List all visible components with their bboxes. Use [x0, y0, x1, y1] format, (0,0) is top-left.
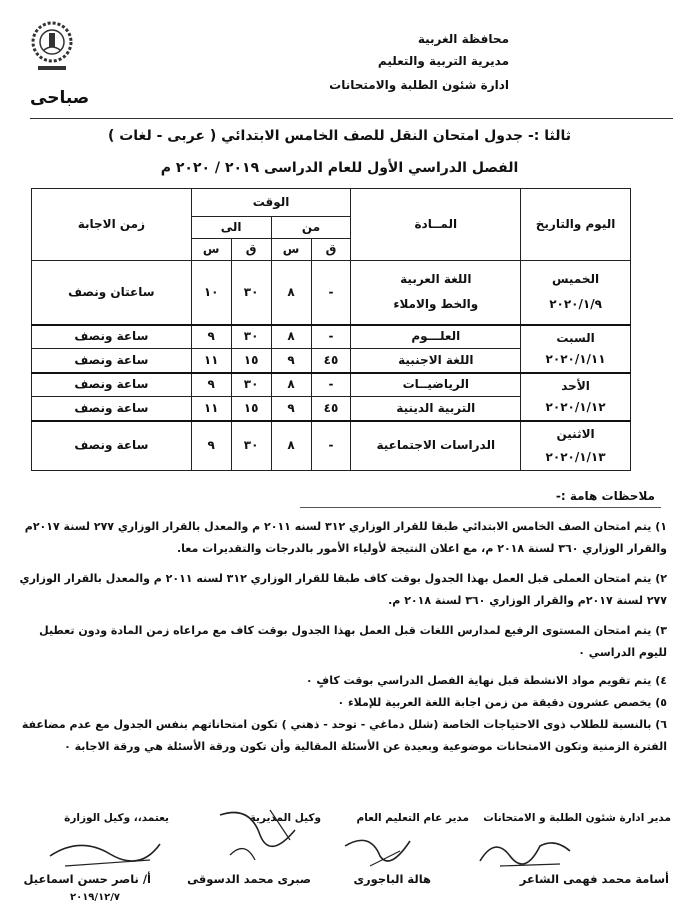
- day-date: ٢٠٢٠/١/٩: [549, 297, 602, 312]
- day-date: ٢٠٢٠/١/١١: [545, 351, 606, 366]
- signature-3-scribble: [200, 800, 310, 870]
- to-hours: ٩: [191, 325, 231, 349]
- to-minutes: ٣٠: [231, 261, 271, 325]
- note-item-2: ٢) يتم امتحان العملى قبل العمل بهذا الجدول بوقت كاف طبقا للقرار الوزاري ٣١٢ لسنه ٢٠١١ م والمعدل بالقرار الوزاري ٢٧٧ لسنة ٢٠١٧م والقرار الوزاري ٣٦٠ لسنة ٢٠١٨ م.: [19, 572, 667, 607]
- to-minutes: ١٥: [231, 349, 271, 373]
- note-item-6: ٦) بالنسبة للطلاب ذوى الاحتياجات الخاصة (شلل دماغي - توحد - ذهني ) تكون امتحاناتهم بنفس الجدول مع عدم مضاعفة الفترة الزمنية وتكون الامتحانات موضوعية وبعيدة عن الأسئلة المقالية وأن تكون ورقة الأسئلة هي ورقة الاجابة ٠: [21, 718, 667, 753]
- from-hours: ٨: [271, 261, 311, 325]
- to-hours: ١٠: [191, 261, 231, 325]
- header-time: الوقت: [191, 189, 351, 217]
- signature-3-name: صبرى محمد الدسوقى: [187, 872, 311, 886]
- table-row: [32, 373, 631, 397]
- day-cell: [521, 421, 631, 471]
- signature-4-title: يعتمد،، وكيل الوزارة: [64, 812, 169, 824]
- subject-name: اللغة العربية: [400, 272, 472, 287]
- signature-4-scribble: [40, 826, 170, 876]
- from-hours: ٩: [271, 349, 311, 373]
- to-hours: ١١: [191, 349, 231, 373]
- signature-1-name: أسامة محمد فهمى الشاعر: [519, 872, 669, 886]
- to-hours: ٩: [191, 421, 231, 471]
- day-cell: [521, 325, 631, 373]
- page-title: ثالثا :- جدول امتحان النقل للصف الخامس الابتدائي ( عربى - لغات ): [107, 128, 572, 144]
- day-name: الأحد: [561, 378, 590, 393]
- subject-cell: العلـــوم: [351, 325, 521, 349]
- subject-name-line2: والخط والاملاء: [393, 297, 479, 312]
- term-title: الفصل الدراسي الأول للعام الدراسى ٢٠١٩ / ٢٠٢٠ م: [160, 160, 519, 176]
- signature-2-scribble: [330, 826, 430, 876]
- header-department: ادارة شئون الطلبة والامتحانات: [329, 78, 509, 92]
- signature-1-scribble: [470, 826, 580, 876]
- table-row: [32, 325, 631, 349]
- to-minutes: ٣٠: [231, 421, 271, 471]
- table-row: [32, 261, 631, 325]
- subject-cell: [351, 261, 521, 325]
- day-name: الاثنين: [556, 426, 595, 441]
- from-minutes: ٤٥: [311, 397, 351, 421]
- day-name: السبت: [556, 330, 595, 345]
- duration-cell: ساعة ونصف: [32, 421, 192, 471]
- from-minutes: ٤٥: [311, 349, 351, 373]
- header-directorate: مديرية التربية والتعليم: [377, 54, 509, 68]
- note-item-5: ٥) يخصص عشرون دقيقة من زمن اجابة اللغة العربية للإملاء ٠: [337, 696, 667, 709]
- day-cell: [521, 373, 631, 421]
- directorate-logo-icon: [30, 16, 74, 76]
- subject-cell: اللغة الاجنبية: [351, 349, 521, 373]
- from-hours: ٨: [271, 373, 311, 397]
- from-minutes: -: [311, 373, 351, 397]
- signature-4-name: أ/ ناصر حسن اسماعيل: [23, 872, 151, 886]
- from-minutes: -: [311, 421, 351, 471]
- signature-3-title: وكيل المديرية: [249, 812, 321, 824]
- subject-cell: التربية الدينية: [351, 397, 521, 421]
- header-from-minutes: ق: [311, 239, 351, 261]
- note-item-3: ٣) يتم امتحان المستوى الرفيع لمدارس اللغات قبل العمل بهذا الجدول بوقت كاف مع مراعاه زمن المادة ودون تعطيل لليوم الدراسي ٠: [39, 624, 667, 659]
- notes-underline: [300, 507, 661, 508]
- notes-title: ملاحظات هامة :-: [555, 489, 655, 503]
- from-minutes: -: [311, 325, 351, 349]
- to-hours: ١١: [191, 397, 231, 421]
- header-governorate: محافظة الغربية: [417, 32, 509, 46]
- header-from: من: [271, 217, 351, 239]
- note-item-1: ١) يتم امتحان الصف الخامس الابتدائي طبقا للقرار الوزاري ٣١٢ لسنه ٢٠١١ م والمعدل بالقرار الوزاري ٢٧٧ لسنة ٢٠١٧م والقرار الوزاري ٣٦٠ لسنة ٢٠١٨ م، مع اعلان النتيجة لأولياء الأمور بالدرجات والتقديرات معا.: [24, 520, 667, 555]
- header-day: اليوم والتاريخ: [521, 189, 631, 261]
- shift-label: صباحى: [30, 88, 90, 108]
- duration-cell: ساعتان ونصف: [32, 261, 192, 325]
- from-hours: ٨: [271, 325, 311, 349]
- to-hours: ٩: [191, 373, 231, 397]
- note-item-4: ٤) يتم تقويم مواد الانشطة قبل نهاية الفصل الدراسي بوقت كافٍ ٠: [305, 674, 667, 687]
- to-minutes: ٣٠: [231, 373, 271, 397]
- day-date: ٢٠٢٠/١/١٣: [545, 449, 606, 464]
- to-minutes: ٣٠: [231, 325, 271, 349]
- day-date: ٢٠٢٠/١/١٢: [545, 399, 606, 414]
- header-to-hours: س: [191, 239, 231, 261]
- subject-cell: الدراسات الاجتماعية: [351, 421, 521, 471]
- signature-2-name: هالة الباجورى: [353, 872, 431, 886]
- duration-cell: ساعة ونصف: [32, 373, 192, 397]
- subject-cell: الرياضيــات: [351, 373, 521, 397]
- from-hours: ٨: [271, 421, 311, 471]
- table-row: [32, 421, 631, 471]
- header-to: الى: [191, 217, 271, 239]
- duration-cell: ساعة ونصف: [32, 397, 192, 421]
- header-subject: المــادة: [351, 189, 521, 261]
- header-from-hours: س: [271, 239, 311, 261]
- to-minutes: ١٥: [231, 397, 271, 421]
- exam-schedule-table: [31, 188, 631, 471]
- day-name: الخميس: [551, 272, 600, 287]
- duration-cell: ساعة ونصف: [32, 349, 192, 373]
- signature-4-date: ٢٠١٩/١٢/٧: [70, 892, 121, 903]
- header-divider: [30, 118, 673, 119]
- from-minutes: -: [311, 261, 351, 325]
- signature-1-title: مدير ادارة شئون الطلبة و الامتحانات: [483, 812, 671, 824]
- signature-2-title: مدير عام التعليم العام: [356, 812, 469, 824]
- day-cell: [521, 261, 631, 325]
- header-to-minutes: ق: [231, 239, 271, 261]
- from-hours: ٩: [271, 397, 311, 421]
- duration-cell: ساعة ونصف: [32, 325, 192, 349]
- header-duration: زمن الاجابة: [32, 189, 192, 261]
